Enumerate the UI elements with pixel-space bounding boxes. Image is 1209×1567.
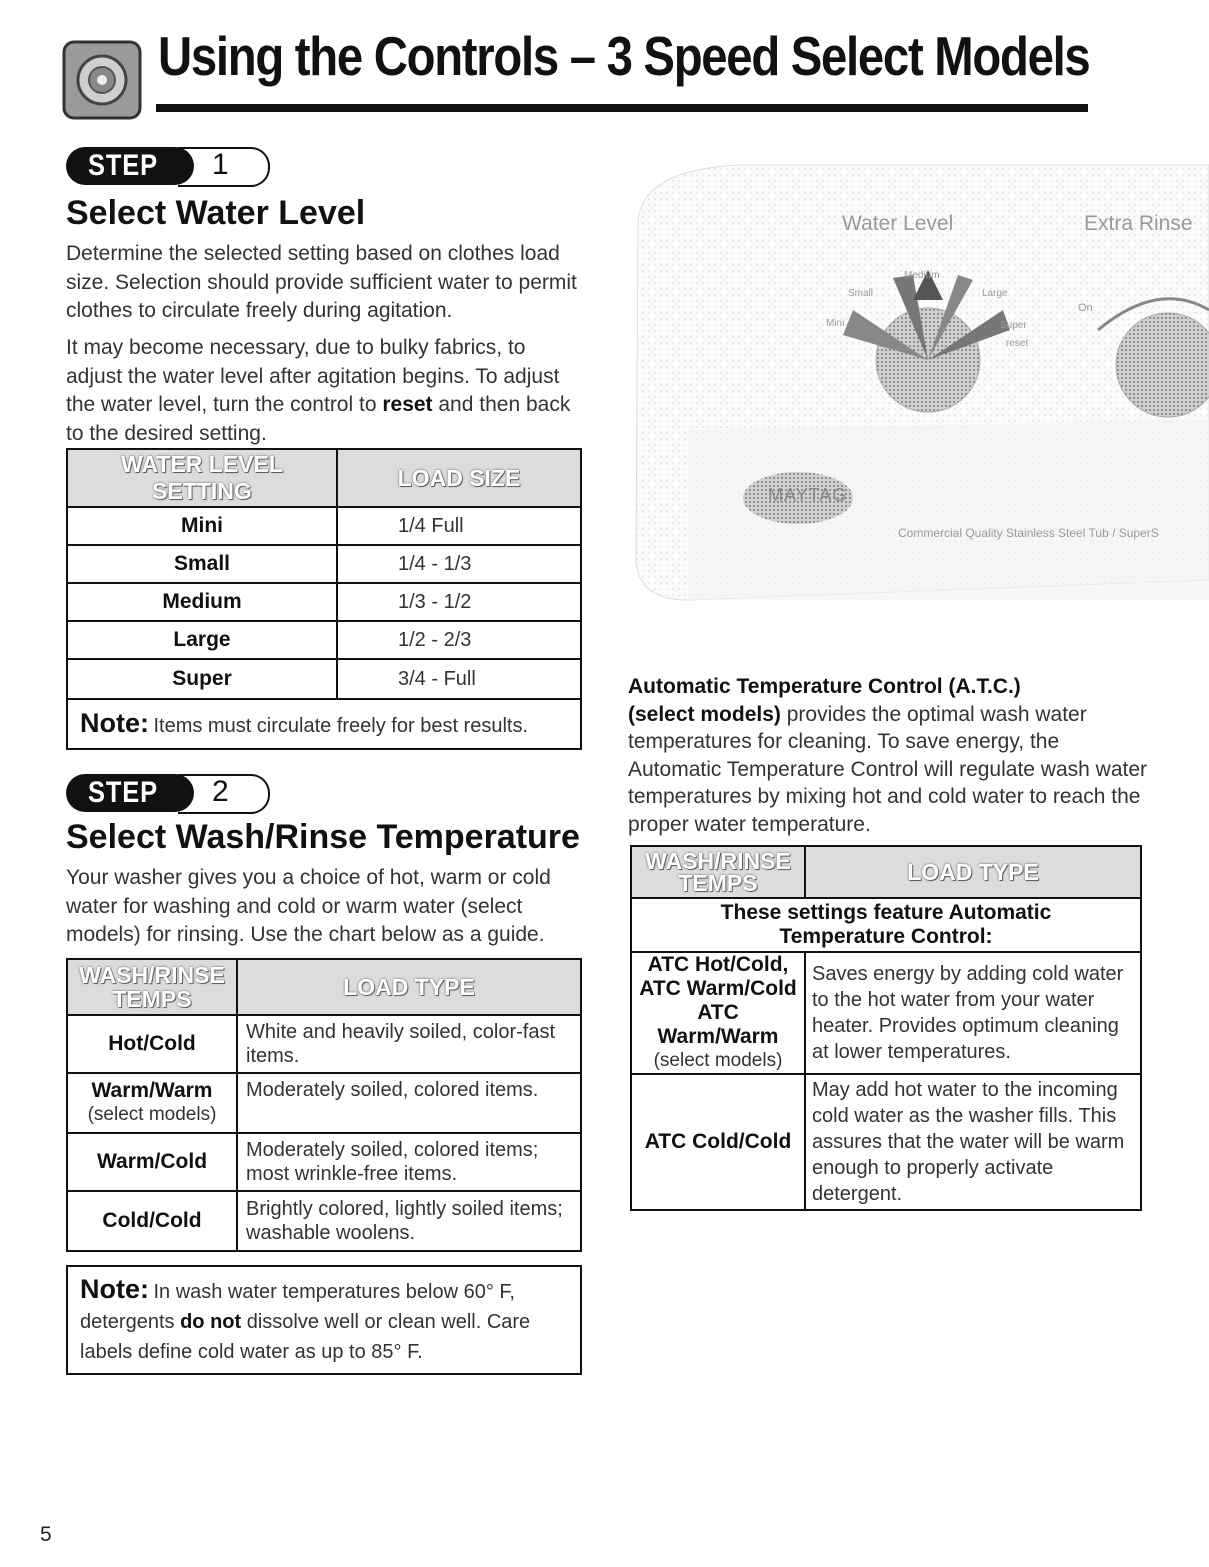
table-row: Hot/Cold White and heavily soiled, color-fast items. [67,1015,581,1073]
table-row: Cold/Cold Brightly colored, lightly soiled items; washable woolens. [67,1191,581,1251]
load-size-header: LOAD SIZE [337,449,581,507]
atc-load-type-header: LOAD TYPE [805,846,1141,898]
water-level-label: Water Level [842,212,954,235]
atc-title: Automatic Temperature Control (A.T.C.) [628,675,1021,698]
water-level-table [66,448,582,700]
atc-table [630,845,1142,1211]
step-2-paragraph: Your washer gives you a choice of hot, warm or cold water for washing and cold or warm water (select models) for rinsing. Use the chart below as a guide. [66,866,551,946]
page-title: Using the Controls – 3 Speed Select Models [158,25,1090,87]
step-2-note: Note: In wash water temperatures below 60° F, detergents do not dissolve well or clean well. Care labels define cold water as up to 85° F. [66,1265,582,1375]
table-row: Medium 1/3 - 1/2 [67,583,581,621]
table-row: Small 1/4 - 1/3 [67,545,581,583]
dial-large-label: Large [982,288,1008,299]
dial-medium-label: Medium [904,270,940,281]
reset-keyword: reset [382,393,433,416]
extra-rinse-on-label: On [1078,302,1093,314]
step-2-word: STEP [88,776,159,809]
step-2-title: Select Wash/Rinse Temperature [66,818,580,856]
water-level-header: WATER LEVEL SETTING [67,449,337,507]
step-1-note [66,698,582,750]
step-1-badge [66,147,271,185]
table-row: Super 3/4 - Full [67,659,581,699]
table-row: Warm/Warm (select models) Moderately soiled, colored items. [67,1073,581,1133]
wash-rinse-table [66,958,582,1252]
title-rule [156,104,1088,112]
maytag-brand: MAYTAG [768,485,848,505]
table-row: Mini 1/4 Full [67,507,581,545]
note-text: Items must circulate freely for best results. [153,715,529,737]
dial-reset-label: reset [1006,338,1029,349]
dial-super-label: Super [1000,320,1027,331]
extra-rinse-label: Extra Rinse [1084,212,1193,235]
atc-feature-row: These settings feature Automatic Temperature Control: [631,898,1141,952]
dial-small-label: Small [848,288,874,299]
step-2-badge [66,774,271,812]
step-1-word: STEP [88,149,159,182]
note-label: Note: [80,708,149,738]
panel-tagline: Commercial Quality Stainless Steel Tub / SuperS [898,526,1159,540]
table-row: Warm/Cold Moderately soiled, colored items; most wrinkle-free items. [67,1133,581,1191]
step-2-number: 2 [212,775,229,808]
load-type-header: LOAD TYPE [237,959,581,1015]
step-1-paragraph-1: Determine the selected setting based on clothes load size. Selection should provide sufficient water to permit clothes to circulate freely during agitation. [66,242,577,322]
step-1-number: 1 [212,148,229,181]
atc-paragraph: Automatic Temperature Control (A.T.C.) (select models) provides the optimal wash water temperatures for cleaning. To save energy, the Automatic Temperature Control will regulate wash water temperatures by mixing hot and cold water to reach the proper water temperature. [628,675,1148,836]
control-panel-illustration [628,160,1209,605]
wash-rinse-header: WASH/RINSE TEMPS [67,959,237,1015]
step-1-paragraph-2: It may become necessary, due to bulky fabrics, to adjust the water level after agitation begins. To adjust the water level, turn the control to reset and then back to the desired setting. [66,336,571,445]
note-label: Note: [80,1274,149,1304]
do-not-emphasis: do not [180,1311,242,1333]
page-number: 5 [40,1523,52,1546]
atc-wash-rinse-header: WASH/RINSE TEMPS [631,846,805,898]
table-row: ATC Hot/Cold, ATC Warm/Cold ATC Warm/Warm (select models) Saves energy by adding cold water to the hot water from your water heater. Provides optimum cleaning at lower temperatures. [631,952,1141,1074]
step-1-title: Select Water Level [66,194,366,232]
washer-logo-icon [62,40,142,120]
dial-mini-label: Mini [826,318,845,329]
table-row: ATC Cold/Cold May add hot water to the incoming cold water as the washer fills. This assures that the water will be warm enough to properly activate detergent. [631,1074,1141,1210]
table-row: Large 1/2 - 2/3 [67,621,581,659]
